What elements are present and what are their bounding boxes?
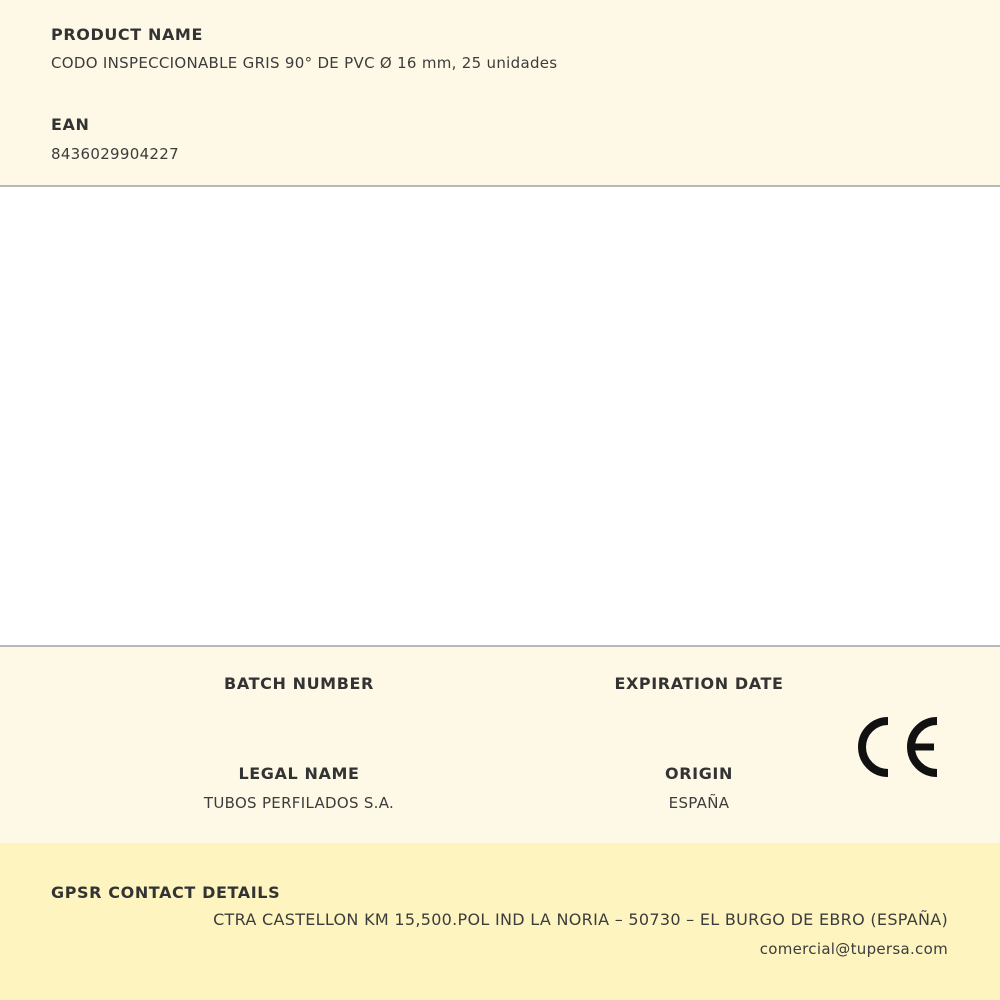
gpsr-email: comercial@tupersa.com — [759, 940, 948, 958]
gpsr-contact-section — [0, 843, 1000, 1000]
ean-value: 8436029904227 — [51, 145, 179, 163]
product-name-label: PRODUCT NAME — [51, 25, 203, 44]
legal-name-label: LEGAL NAME — [238, 764, 360, 783]
origin-value: ESPAÑA — [668, 794, 730, 812]
gpsr-contact-label: GPSR CONTACT DETAILS — [51, 883, 281, 902]
ce-mark-icon — [858, 717, 942, 777]
legal-name-value: TUBOS PERFILADOS S.A. — [203, 794, 395, 812]
batch-number-label: BATCH NUMBER — [224, 674, 374, 693]
product-header-section — [0, 0, 1000, 187]
ean-label: EAN — [51, 115, 90, 134]
origin-label: ORIGIN — [665, 764, 733, 783]
blank-content-area — [0, 187, 1000, 645]
expiration-date-label: EXPIRATION DATE — [614, 674, 784, 693]
product-name-value: CODO INSPECCIONABLE GRIS 90° DE PVC Ø 16 mm, 25 unidades — [51, 54, 558, 72]
gpsr-address: CTRA CASTELLON KM 15,500.POL IND LA NORIA – 50730 – EL BURGO DE EBRO (ESPAÑA) — [213, 910, 948, 929]
product-details-section — [0, 645, 1000, 845]
